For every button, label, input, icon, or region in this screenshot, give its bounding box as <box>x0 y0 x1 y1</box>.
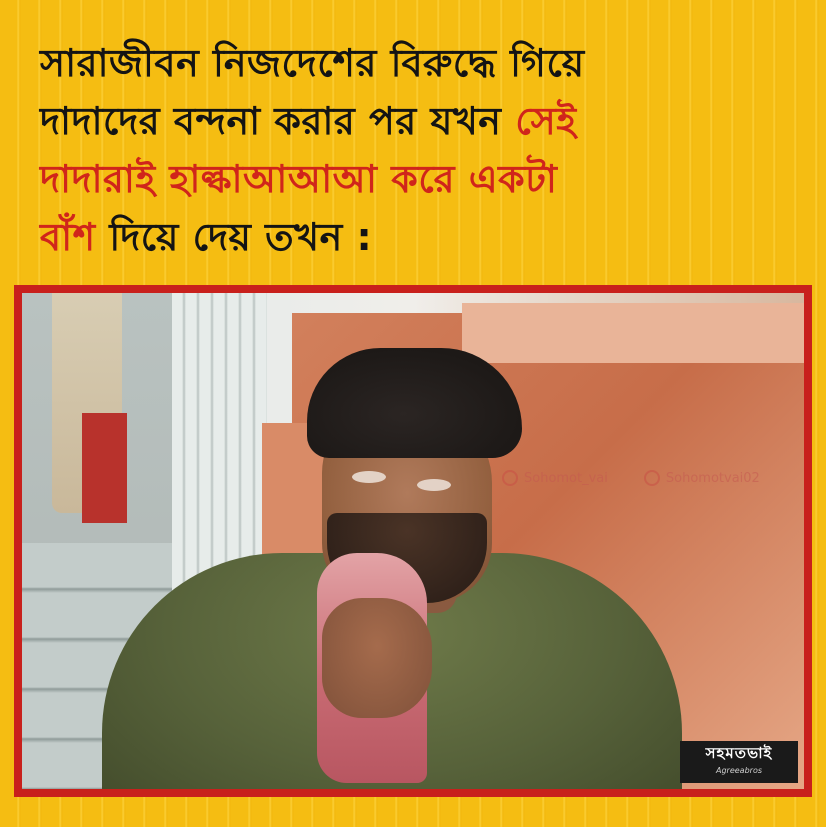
background-person-red-garment <box>82 413 127 523</box>
caption-line-4 <box>40 208 800 266</box>
man-hair <box>307 348 522 458</box>
brand-logo-text: সহমতভাই <box>705 744 773 762</box>
watermark-handle-1-text: Sohomot_vai <box>524 470 608 486</box>
brand-logo <box>680 741 798 783</box>
brand-logo-subtext: Agreeabros <box>715 766 762 775</box>
caption-line-4-text: দিয়ে দেয় তখন : <box>95 215 373 259</box>
man-left-eye <box>352 471 386 483</box>
caption-line-2-text: দাদাদের বন্দনা করার পর যখন <box>40 99 516 143</box>
background-pillar <box>172 293 267 593</box>
meme-caption <box>40 34 800 266</box>
man-hand <box>322 598 432 718</box>
caption-line-3 <box>40 150 800 208</box>
instagram-icon <box>644 470 660 486</box>
caption-line-1 <box>40 34 800 92</box>
watermark-handle-1 <box>502 470 608 486</box>
meme-image-frame <box>14 285 812 797</box>
caption-line-2-highlight: সেই <box>515 99 577 143</box>
caption-line-1-text: সারাজীবন নিজদেশের বিরুদ্ধে গিয়ে <box>40 41 585 85</box>
caption-line-3-highlight: দাদারাই হাল্কাআআআ করে একটা <box>40 157 558 201</box>
watermark-handle-2-text: Sohomotvai02 <box>665 470 760 486</box>
watermark-handles <box>502 470 760 486</box>
caption-line-2 <box>40 92 800 150</box>
meme-photo <box>22 293 804 789</box>
instagram-icon <box>502 470 518 486</box>
man-right-eye <box>417 479 451 491</box>
caption-line-4-highlight: বাঁশ <box>40 215 96 259</box>
watermark-handle-2 <box>644 470 760 486</box>
background-red-ledge <box>462 303 804 363</box>
